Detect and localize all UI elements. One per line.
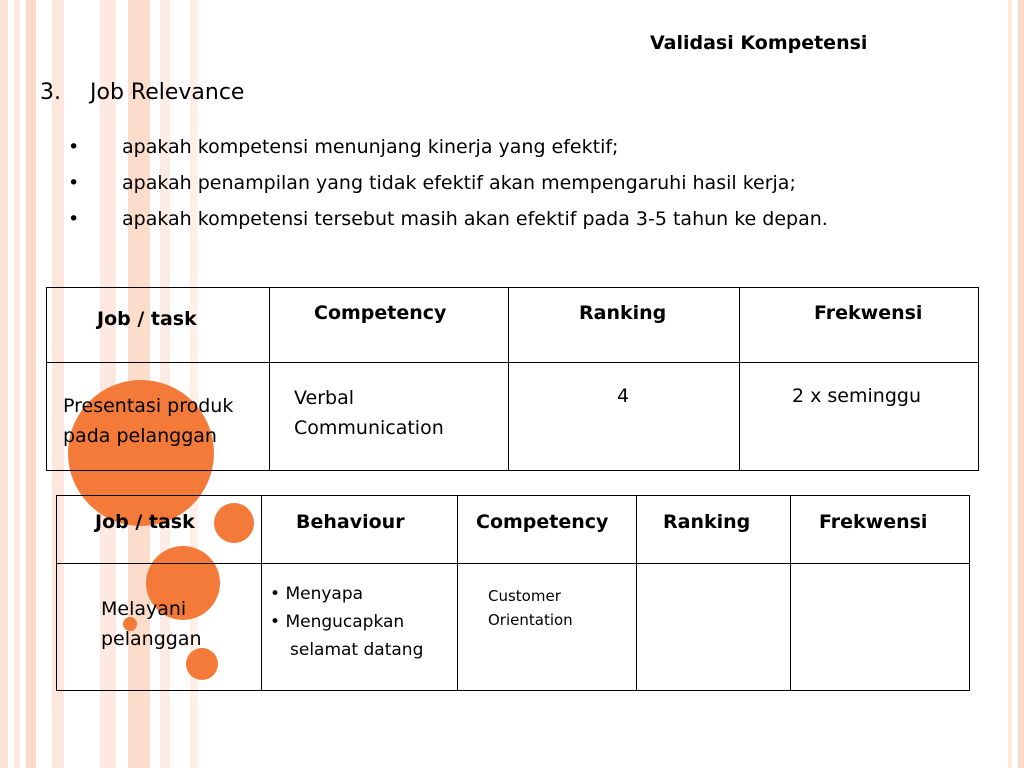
table-header-row (57, 496, 970, 564)
decor-stripe (0, 0, 8, 768)
header-competency: Competency (476, 511, 609, 533)
behaviour-item (270, 608, 423, 636)
header-cell (791, 496, 970, 564)
job-text: Melayani (101, 598, 187, 620)
section-title: Job Relevance (90, 80, 245, 105)
bullet-dot: • (68, 208, 80, 230)
bullet-text: apakah penampilan yang tidak efektif akan mempengaruhi hasil kerja; (122, 172, 796, 194)
decor-stripe (14, 0, 20, 768)
competency-cell (270, 363, 509, 471)
competency-table-2 (56, 495, 970, 691)
table-header-row (47, 288, 979, 363)
frekwensi-cell (791, 564, 970, 691)
header-cell (458, 496, 637, 564)
behaviour-text: selamat datang (290, 640, 424, 660)
bullet-dot: • (68, 172, 80, 194)
bullet-text: apakah kompetensi tersebut masih akan efektif pada 3-5 tahun ke depan. (122, 208, 828, 230)
bullet-dot: • (68, 136, 80, 158)
header-behaviour: Behaviour (296, 511, 405, 533)
ranking-cell (509, 363, 740, 471)
ranking-cell (637, 564, 791, 691)
header-competency: Competency (314, 302, 447, 324)
frekwensi-value: 2 x seminggu (792, 385, 921, 407)
competency-cell (458, 564, 637, 691)
header-job-task: Job / task (97, 308, 197, 330)
bullet-dot: • (270, 612, 281, 632)
header-job-task: Job / task (95, 511, 195, 533)
frekwensi-cell (740, 363, 979, 471)
header-frekwensi: Frekwensi (819, 511, 928, 533)
header-cell (47, 288, 270, 363)
bullet-dot: • (270, 584, 281, 604)
table-row (57, 564, 970, 691)
behaviour-cell (262, 564, 458, 691)
header-cell (637, 496, 791, 564)
header-ranking: Ranking (663, 511, 751, 533)
decor-stripe (1018, 0, 1024, 768)
header-cell (270, 288, 509, 363)
competency-text: Orientation (488, 611, 573, 629)
header-cell (262, 496, 458, 564)
behaviour-text: Menyapa (285, 584, 364, 604)
competency-text: Verbal (294, 387, 355, 409)
competency-table-1 (46, 287, 979, 471)
competency-text: Communication (294, 417, 444, 439)
decor-stripe (1008, 0, 1012, 768)
job-cell (57, 564, 262, 691)
page-title: Validasi Kompetensi (650, 32, 868, 54)
header-cell (509, 288, 740, 363)
decor-stripe (26, 0, 36, 768)
header-cell (740, 288, 979, 363)
job-text: Presentasi produk (63, 395, 234, 417)
table-row (47, 363, 979, 471)
bullet-text: apakah kompetensi menunjang kinerja yang efektif; (122, 136, 619, 158)
header-frekwensi: Frekwensi (814, 302, 923, 324)
header-ranking: Ranking (579, 302, 667, 324)
job-text: pada pelanggan (63, 425, 217, 447)
job-cell (47, 363, 270, 471)
ranking-value: 4 (617, 385, 630, 407)
behaviour-text: Mengucapkan (285, 612, 405, 632)
competency-text: Customer (488, 587, 561, 605)
header-cell (57, 496, 262, 564)
section-number: 3. (40, 80, 61, 105)
behaviour-item (270, 580, 423, 608)
job-text: pelanggan (101, 628, 202, 650)
